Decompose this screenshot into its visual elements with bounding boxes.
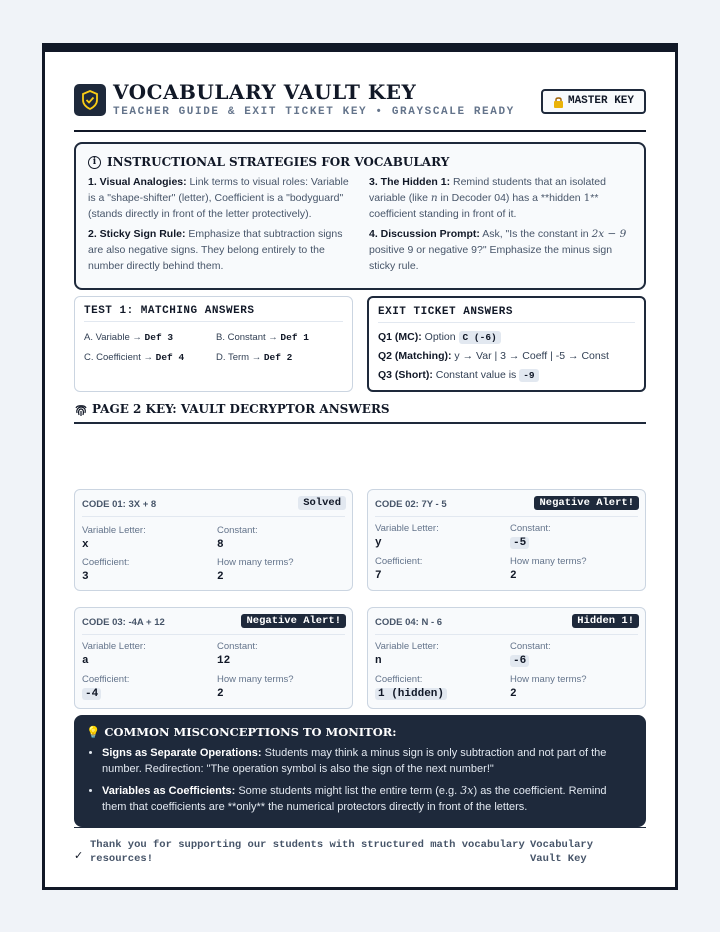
exit-ticket-panel <box>367 296 646 392</box>
status-badge: Solved <box>298 496 346 510</box>
exit-q2: Q2 (Matching): y → Var | 3 → Coeff | -5 → Const <box>378 350 609 362</box>
match-row: B. Constant → Def 1 <box>216 332 309 343</box>
page2-heading: PAGE 2 KEY: VAULT DECRYPTOR ANSWERS <box>74 402 646 424</box>
answer-key-page <box>42 43 678 890</box>
strategies-col-left <box>88 174 356 278</box>
exit-q3: Q3 (Short): Constant value is -9 <box>378 369 539 381</box>
code-card-04: CODE 04: N - 6 Hidden 1! Variable Letter: Constant: n -6 Coefficient: How many terms? 1 (hidden) 2 <box>367 607 646 709</box>
match-row: D. Term → Def 2 <box>216 352 293 363</box>
strategy-item: 4. Discussion Prompt: Ask, "Is the constant in 2x − 9 positive 9 or negative 9?" Emphasize the minus sign sticky rule. <box>369 228 627 272</box>
exit-heading: EXIT TICKET ANSWERS <box>378 306 513 318</box>
test1-heading: TEST 1: MATCHING ANSWERS <box>84 305 255 317</box>
code-card-03: CODE 03: -4A + 12 Negative Alert! Variable Letter: Constant: a 12 Coefficient: How many terms? -4 2 <box>74 607 353 709</box>
shield-icon <box>74 84 106 116</box>
exit-q1: Q1 (MC): Option C (-6) <box>378 331 501 343</box>
footer-thanks: Thank you for supporting our students with structured math vocabulary resources! <box>90 839 525 865</box>
test1-panel <box>74 296 353 392</box>
lightbulb-icon: 💡 <box>86 725 101 739</box>
strategies-panel <box>74 142 646 290</box>
strategies-col-right <box>369 174 639 278</box>
list-item: • Signs as Separate Operations: Students may think a minus sign is only subtraction and not part of the number. Redirection: "The operation symbol is also the sign of the next number!" <box>102 745 628 777</box>
info-icon: i <box>88 156 101 169</box>
page-subtitle: TEACHER GUIDE & EXIT TICKET KEY • GRAYSCALE READY <box>113 106 515 118</box>
fingerprint-icon <box>74 402 88 420</box>
page-title: VOCABULARY VAULT KEY <box>113 80 417 104</box>
check-icon: ✓ <box>74 850 84 862</box>
strategy-item: 1. Visual Analogies: Link terms to visual roles: Variable is a "shape-shifter" (letter), Coefficient is a "bodyguard" (stands directly in front of the letter protectively). <box>88 176 349 220</box>
strategies-heading: i INSTRUCTIONAL STRATEGIES FOR VOCABULARY <box>88 155 449 169</box>
lock-icon <box>553 96 564 108</box>
footer <box>74 827 646 867</box>
misconceptions-list <box>102 745 628 821</box>
match-row: A. Variable → Def 3 <box>84 332 174 343</box>
master-key-label: MASTER KEY <box>567 95 634 107</box>
header <box>74 80 646 132</box>
footer-brand: Vocabulary Vault Key <box>530 839 594 865</box>
match-row: C. Coefficient → Def 4 <box>84 352 185 363</box>
code-card-01: CODE 01: 3X + 8 Solved Variable Letter: Constant: x 8 Coefficient: How many terms? 3 2 <box>74 489 353 591</box>
status-badge: Negative Alert! <box>241 614 346 628</box>
master-key-badge <box>541 89 646 114</box>
code-card-02: CODE 02: 7Y - 5 Negative Alert! Variable Letter: Constant: y -5 Coefficient: How many terms? 7 2 <box>367 489 646 591</box>
misconceptions-heading: 💡 COMMON MISCONCEPTIONS TO MONITOR: <box>86 725 397 739</box>
strategy-item: 3. The Hidden 1: Remind students that an isolated variable (like n in Decoder 04) has a **hidden 1** coefficient standing in front of it. <box>369 176 606 220</box>
list-item: • Variables as Coefficients: Some students might list the entire term (e.g. 3x) as the coefficient. Remind them that coefficients are **only** the numerical protectors directly in front of the letters. <box>102 783 628 815</box>
status-badge: Negative Alert! <box>534 496 639 510</box>
status-badge: Hidden 1! <box>572 614 639 628</box>
strategy-item: 2. Sticky Sign Rule: Emphasize that subtraction signs are also negative signs. They belong entirely to the number directly behind them. <box>88 228 343 272</box>
misconceptions-panel <box>74 715 646 827</box>
